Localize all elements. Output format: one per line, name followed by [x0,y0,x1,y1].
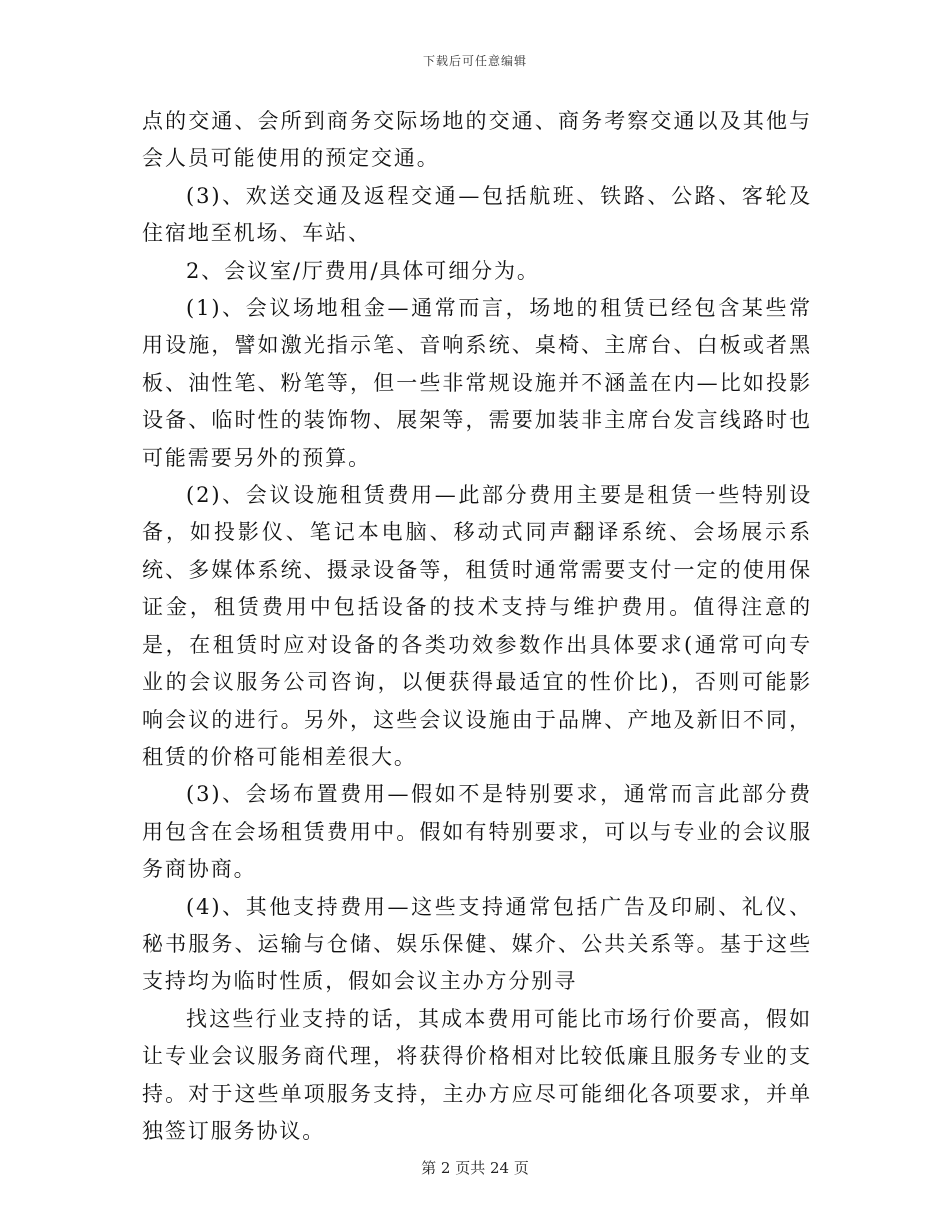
paragraph-8: 找这些行业支持的话，其成本费用可能比市场行价要高，假如让专业会议服务商代理，将获得价格相对比较低廉且服务专业的支持。对于这些单项服务支持，主办方应尽可能细化各项要求，并单独签订服务协议。 [142,1006,812,1143]
paragraph-3: 2、会议室/厅费用/具体可细分为。 [186,258,540,283]
paragraph-6: (3)、会场布置费用—假如不是特别要求，通常而言此部分费用包含在会场租赁费用中。假如有特别要求，可以与专业的会议服务商协商。 [142,782,812,882]
paragraph-5: (2)、会议设施租赁费用—此部分费用主要是租赁一些特别设备，如投影仪、笔记本电脑、移动式同声翻译系统、会场展示系统、多媒体系统、摄录设备等，租赁时通常需要支付一定的使用保证金，租赁费用中包括设备的技术支持与维护费用。值得注意的是，在租赁时应对设备的各类功效参数作出具体要求(通常可向专业的会议服务公司咨询，以便获得最适宜的性价比)，否则可能影响会议的进行。另外，这些会议设施由于品牌、产地及新旧不同，租赁的价格可能相差很大。 [142,483,812,769]
paragraph-4: (1)、会议场地租金—通常而言，场地的租赁已经包含某些常用设施，譬如激光指示笔、音响系统、桌椅、主席台、白板或者黑板、油性笔、粉笔等，但一些非常规设施并不涵盖在内—比如投影设备、临时性的装饰物、展架等，需要加装非主席台发言线路时也可能需要另外的预算。 [142,296,812,470]
paragraph-1: 点的交通、会所到商务交际场地的交通、商务考察交通以及其他与会人员可能使用的预定交通。 [142,109,812,171]
paragraph-7: (4)、其他支持费用—这些支持通常包括广告及印刷、礼仪、秘书服务、运输与仓储、娱乐保健、媒介、公共关系等。基于这些支持均为临时性质，假如会议主办方分别寻 [142,894,812,994]
paragraph-2: (3)、欢送交通及返程交通—包括航班、铁路、公路、客轮及住宿地至机场、车站、 [142,183,812,246]
page-header-note: 下载后可任意编辑 [422,54,527,68]
document-body [142,103,812,1150]
page-number-footer: 第 2 页共 24 页 [421,1159,529,1177]
